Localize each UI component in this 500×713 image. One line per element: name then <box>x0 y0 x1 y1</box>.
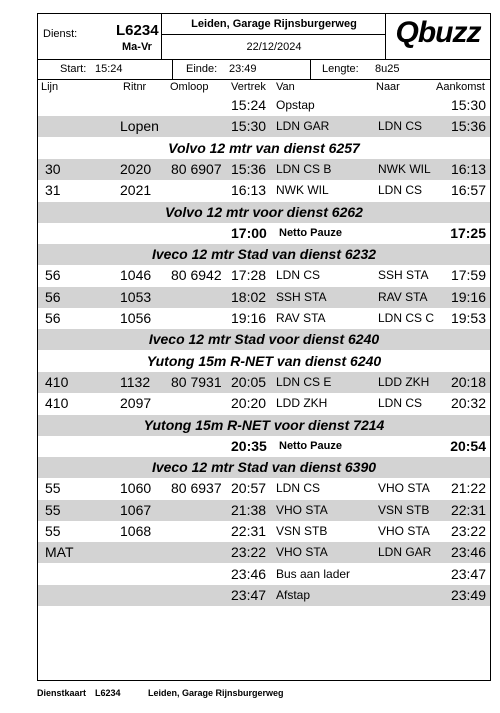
trip-line: 31 <box>45 182 61 199</box>
trip-to: LDN CS <box>378 183 423 198</box>
col-lijn: Lijn <box>41 81 59 93</box>
pause-row <box>38 436 490 457</box>
trip-to: VHO STA <box>378 481 430 496</box>
start-cell <box>38 59 173 79</box>
trip-row <box>38 585 490 606</box>
vehicle-section-row: Iveco 12 mtr Stad voor dienst 6240 <box>38 329 490 350</box>
trip-departure: 23:22 <box>231 544 267 561</box>
pause-label: Netto Pauze <box>279 439 342 452</box>
trip-departure: 23:46 <box>231 565 267 582</box>
trip-arrival: 23:47 <box>450 565 486 582</box>
trip-arrival: 15:36 <box>450 118 486 135</box>
trip-number: 2097 <box>120 395 152 412</box>
vehicle-section-row: Iveco 12 mtr Stad van dienst 6390 <box>38 457 490 478</box>
trip-row <box>38 287 490 308</box>
trip-arrival: 21:22 <box>450 480 486 497</box>
vehicle-section-row: Yutong 15m R-NET voor dienst 7214 <box>38 415 490 436</box>
trip-to: LDN CS <box>378 119 423 134</box>
length-value: 8u25 <box>375 63 400 75</box>
trip-row <box>38 564 490 585</box>
footer-service: L6234 <box>95 688 121 698</box>
trip-to: LDN GAR <box>378 545 432 560</box>
trip-departure: 15:30 <box>231 118 267 135</box>
pause-end: 17:25 <box>450 224 486 241</box>
date: 22/12/2024 <box>246 41 302 53</box>
trip-line: 56 <box>45 288 61 305</box>
trip-from: Afstap <box>276 587 311 602</box>
length-label: Lengte: <box>322 63 359 75</box>
logo-cell <box>386 14 490 59</box>
trip-block: 80 6942 <box>171 267 222 284</box>
trip-departure: 17:28 <box>231 267 267 284</box>
trip-to: LDD ZKH <box>378 374 430 389</box>
times-row <box>38 59 490 80</box>
col-van: Van <box>276 81 295 93</box>
vehicle-section-row: Volvo 12 mtr van dienst 6257 <box>168 139 360 156</box>
trip-line: 55 <box>45 501 61 518</box>
trip-number: 1067 <box>120 501 152 518</box>
col-omloop: Omloop <box>170 81 209 93</box>
trip-to: LDN CS C <box>378 311 435 325</box>
location: Leiden, Garage Rijnsburgerweg <box>162 14 386 35</box>
trip-departure: 23:47 <box>231 586 267 603</box>
trip-row <box>38 478 490 499</box>
vehicle-section-row: Volvo 12 mtr voor dienst 6262 <box>38 202 490 223</box>
trip-from: Opstap <box>276 98 315 112</box>
trip-departure: 16:13 <box>231 182 267 199</box>
trip-from: SSH STA <box>276 289 327 304</box>
trip-from: LDD ZKH <box>276 396 328 411</box>
trip-arrival: 19:16 <box>450 288 486 305</box>
trip-line: 30 <box>45 160 61 177</box>
service-label: Dienst: <box>43 28 78 40</box>
trip-number: 1053 <box>120 288 152 305</box>
qbuzz-logo: Qbuzz <box>395 16 481 49</box>
trip-departure: 15:36 <box>231 160 267 177</box>
trip-from: LDN CS E <box>276 374 332 389</box>
trip-from: VHO STA <box>276 545 328 560</box>
trip-departure: 19:16 <box>231 310 267 326</box>
trip-arrival: 16:57 <box>450 182 486 199</box>
trip-row <box>38 500 490 521</box>
trip-line: 55 <box>45 523 61 539</box>
trip-from: RAV STA <box>276 311 326 325</box>
trip-arrival: 22:31 <box>450 501 486 518</box>
end-cell <box>173 59 311 79</box>
col-naar: Naar <box>376 81 400 93</box>
start-time: 15:24 <box>95 63 123 75</box>
trip-line: 56 <box>45 310 61 326</box>
trip-to: RAV STA <box>378 289 428 304</box>
vehicle-section-row: Iveco 12 mtr Stad van dienst 6232 <box>38 244 490 265</box>
pause-start: 17:00 <box>231 224 267 241</box>
trip-line: MAT <box>45 544 74 561</box>
trip-row <box>38 116 490 137</box>
trip-to: SSH STA <box>378 268 429 283</box>
trip-from: LDN GAR <box>276 119 330 134</box>
trip-departure: 20:05 <box>231 373 267 390</box>
col-aankomst: Aankomst <box>436 81 485 93</box>
location-cell <box>162 14 386 59</box>
trip-number: 2021 <box>120 182 152 199</box>
trip-to: VHO STA <box>378 524 430 538</box>
trip-row <box>38 372 490 393</box>
footer-location: Leiden, Garage Rijnsburgerweg <box>148 688 284 698</box>
service-cell <box>38 14 162 59</box>
trip-from: LDN CS <box>276 481 321 496</box>
trip-arrival: 20:18 <box>450 373 486 390</box>
trip-from: NWK WIL <box>276 183 329 198</box>
footer-label: Dienstkaart <box>37 688 87 698</box>
trip-to: LDN CS <box>378 396 423 411</box>
trip-block: 80 6907 <box>171 160 222 177</box>
trip-departure: 22:31 <box>231 523 267 539</box>
trip-number: 1060 <box>120 480 152 497</box>
trip-row <box>38 521 490 542</box>
trip-row <box>38 159 490 180</box>
trip-row <box>38 308 490 329</box>
trip-arrival: 23:22 <box>450 523 486 539</box>
trip-arrival: 23:46 <box>450 544 486 561</box>
col-vertrek: Vertrek <box>231 81 266 93</box>
trip-arrival: 15:30 <box>450 97 486 113</box>
trip-to: VSN STB <box>378 502 430 517</box>
trip-block: 80 6937 <box>171 480 222 497</box>
trip-row <box>38 542 490 563</box>
length-cell <box>311 59 490 79</box>
trip-row <box>38 180 490 201</box>
trip-from: LDN CS <box>276 268 321 283</box>
col-ritnr: Ritnr <box>123 81 147 93</box>
trip-row <box>38 265 490 286</box>
trip-line: 56 <box>45 267 61 284</box>
service-number: L6234 <box>116 22 159 39</box>
header <box>38 14 490 60</box>
pause-label: Netto Pauze <box>279 226 342 239</box>
trip-row <box>38 393 490 414</box>
trip-departure: 21:38 <box>231 501 267 518</box>
service-card-frame <box>37 13 491 681</box>
trip-arrival: 23:49 <box>450 586 486 603</box>
trip-from: Bus aan lader <box>276 566 351 581</box>
trip-line: 55 <box>45 480 61 497</box>
start-label: Start: <box>60 63 87 75</box>
trip-arrival: 20:32 <box>450 395 486 412</box>
trip-to: NWK WIL <box>378 161 431 176</box>
trip-departure: 20:57 <box>231 480 267 497</box>
trip-from: LDN CS B <box>276 161 332 176</box>
trip-arrival: 19:53 <box>450 310 486 326</box>
trip-arrival: 16:13 <box>450 160 486 177</box>
trip-arrival: 17:59 <box>450 267 486 284</box>
trip-number: 2020 <box>120 160 152 177</box>
pause-end: 20:54 <box>450 437 486 454</box>
pause-start: 20:35 <box>231 437 267 454</box>
trip-number: 1068 <box>120 523 152 539</box>
trip-number: 1132 <box>120 373 151 390</box>
trip-block: 80 7931 <box>171 373 222 390</box>
trip-departure: 20:20 <box>231 395 267 412</box>
trip-number: Lopen <box>120 118 159 135</box>
end-label: Einde: <box>186 63 218 75</box>
vehicle-section-row: Yutong 15m R-NET van dienst 6240 <box>146 352 382 369</box>
trip-line: 410 <box>45 395 69 412</box>
trip-departure: 18:02 <box>231 288 267 305</box>
trip-from: VSN STB <box>276 524 328 538</box>
end-time: 23:49 <box>229 63 257 75</box>
trip-from: VHO STA <box>276 502 328 517</box>
pause-row <box>38 223 490 244</box>
trip-number: 1046 <box>120 267 152 284</box>
trip-row <box>38 95 490 116</box>
trip-number: 1056 <box>120 310 152 326</box>
trip-departure: 15:24 <box>231 97 267 113</box>
trip-line: 410 <box>45 373 69 390</box>
service-days: Ma-Vr <box>122 41 152 53</box>
